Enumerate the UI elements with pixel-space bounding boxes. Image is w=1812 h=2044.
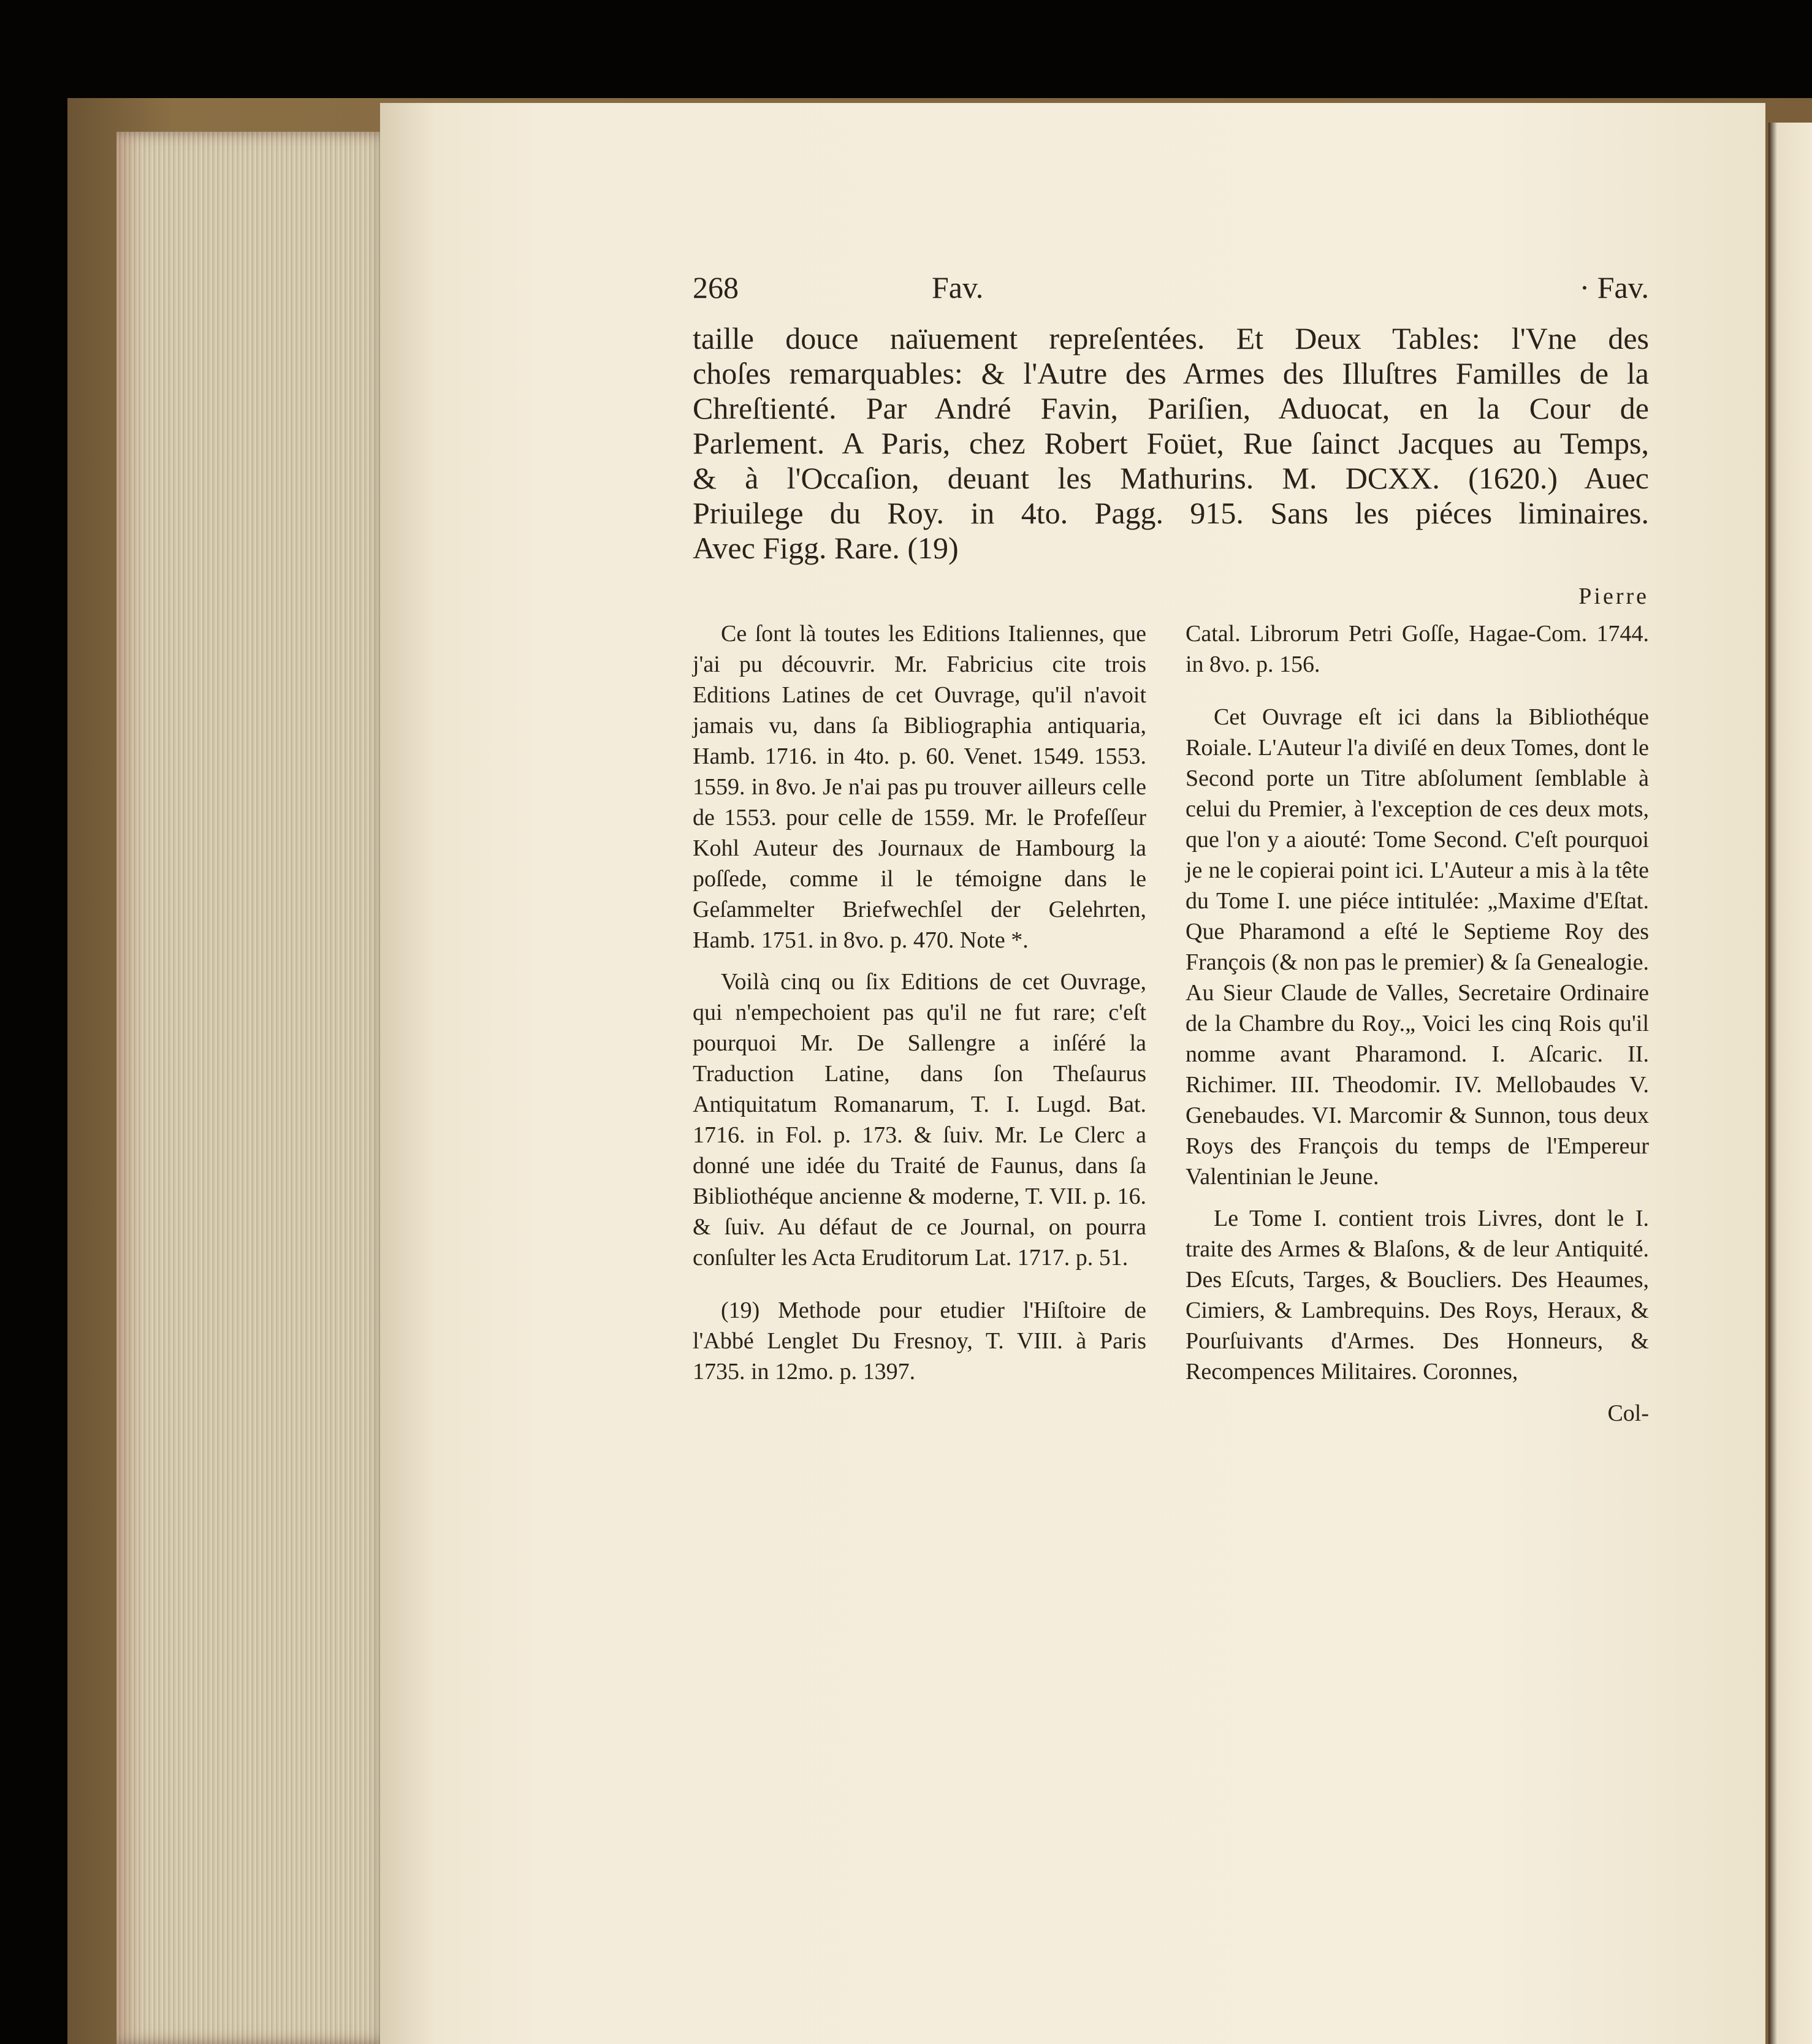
title-line: choſes remarquables: & l'Autre des Armes des Illuſtres Familles de la [693,356,1649,390]
title-line: Avec Figg. Rare. (19) [693,531,959,565]
book-title-entry [693,321,1649,566]
page-edges [116,132,386,2044]
paragraph: Voilà cinq ou ſix Editions de cet Ouvrage, qui n'empechoient pas qu'il ne fut rare; c'eſt pourquoi Mr. De Sallengre a inſéré la Traduction Latine, dans ſon Theſaurus Antiquitatum Romanarum, T. I. Lugd. Bat. 1716. in Fol. p. 173. & ſuiv. Mr. Le Clerc a donné une idée du Traité de Faunus, dans ſa Bibliothéque ancienne & moderne, T. VII. p. 16. & ſuiv. Au défaut de ce Journal, on pourra conſulter les Acta Eruditorum Lat. 1717. p. 51. [693,969,1146,1271]
running-head-right: · Fav. [1579,270,1649,305]
paragraph: Ce ſont là toutes les Editions Italiennes, que j'ai pu découvrir. Mr. Fabricius cite trois Editions Latines de cet Ouvrage, qu'il n'avoit jamais vu, dans ſa Bibliographia antiquaria, Hamb. 1716. in 4to. p. 60. Venet. 1549. 1553. 1559. in 8vo. Je n'ai pas pu trouver ailleurs celle de 1553. pour celle de 1559. Mr. le Profeſſeur Kohl Auteur des Journaux de Hambourg la poſſede, comme il le témoigne dans le Geſammelter Briefwechſel der Gelehrten, Hamb. 1751. in 8vo. p. 470. Note *. [693,621,1146,953]
facing-page-edge [1768,123,1812,2044]
signature-heading: Pierre [1578,583,1649,609]
title-line: Priuilege du Roy. in 4to. Pagg. 915. Sans les piéces liminaires. [693,496,1649,530]
paragraph: Cet Ouvrage eſt ici dans la Bibliothéque Roiale. L'Auteur l'a diviſé en deux Tomes, dont le Second porte un Titre abſolument ſemblable à celui du Premier, à l'exception de ces deux mots, que l'on y a aiouté: Tome Second. C'eſt pourquoi je ne le copierai point ici. L'Auteur a mis à la tête du Tome I. une piéce intitulée: „Maxime d'Eſtat. Que Pharamond a eſté le Septieme Roy des François (& non pas le premier) & ſa Genealogie. Au Sieur Claude de Valles, Secretaire Ordinaire de la Chambre du Roy.„ Voici les cinq Rois qu'il nomme avant Pharamond. I. Aſcaric. II. Richimer. III. Theodomir. IV. Mellobaudes V. Genebaudes. VI. Marcomir & Sunnon, tous deux Roys des François du temps de l'Empereur Valentinian le Jeune. [1186,704,1649,1190]
page-content [693,270,1649,1426]
left-column [693,618,1146,1398]
catchword: Col- [1607,1400,1649,1426]
running-header [693,270,1649,319]
title-line: taille douce naïuement repreſentées. Et Deux Tables: l'Vne des [693,321,1649,355]
title-line: Chreſtienté. Par André Favin, Pariſien, Aduocat, en la Cour de [693,391,1649,425]
page-number: 268 [693,270,739,305]
right-column [1186,618,1649,1429]
paragraph: Le Tome I. contient trois Livres, dont le I. traite des Armes & Blaſons, & de leur Antiquité. Des Eſcuts, Targes, & Boucliers. Des Heaumes, Cimiers, & Lambrequins. Des Roys, Heraux, & Pourſuivants d'Armes. Des Honneurs, & Recompences Militaires. Coronnes, [1186,1206,1649,1385]
footnote: (19) Methode pour etudier l'Hiſtoire de l'Abbé Lenglet Du Fresnoy, T. VIII. à Paris 1735. in 12mo. p. 1397. [693,1297,1146,1385]
running-head-left: Fav. [932,270,984,305]
title-line: & à l'Occaſion, deuant les Mathurins. M. DCXX. (1620.) Auec [693,461,1649,495]
catalog-reference: Catal. Librorum Petri Goſſe, Hagae-Com. 1744. in 8vo. p. 156. [1186,621,1649,677]
title-line: Parlement. A Paris, chez Robert Foüet, Rue ſainct Jacques au Temps, [693,426,1649,460]
